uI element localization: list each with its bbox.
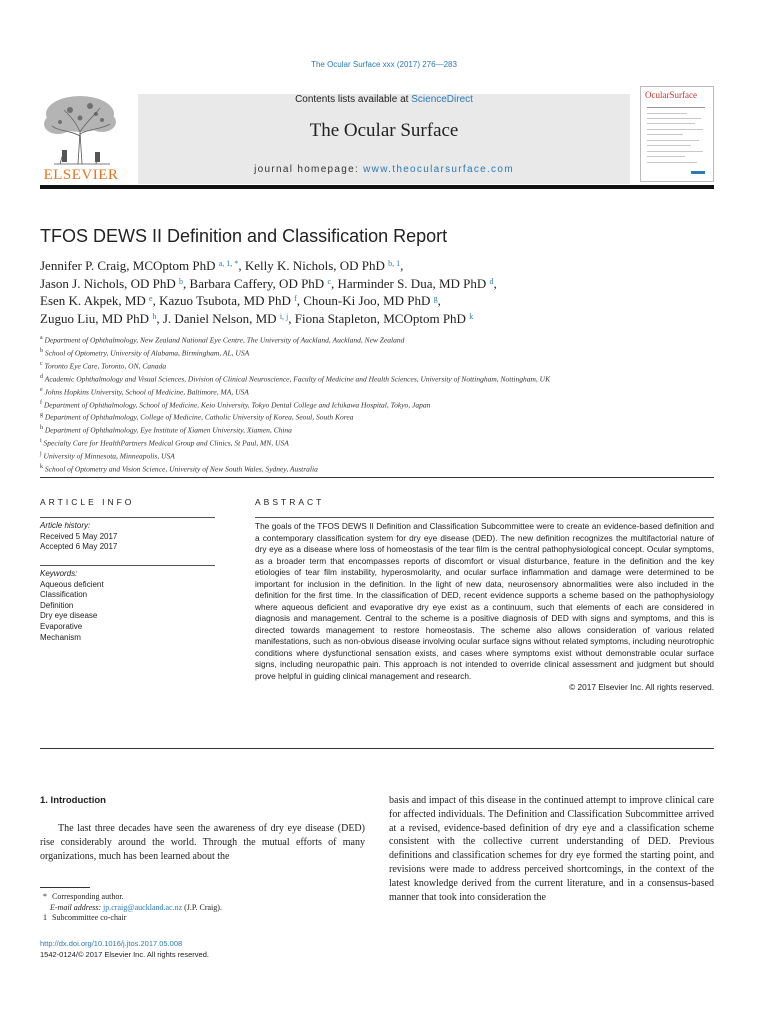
author-list — [40, 257, 720, 327]
affiliation-key: f — [40, 399, 42, 406]
affiliation-key: k — [40, 464, 43, 471]
footnote-divider — [40, 887, 90, 888]
cover-text-line — [647, 140, 699, 141]
author-separator: , — [493, 275, 497, 291]
journal-cover-thumbnail[interactable] — [640, 86, 714, 182]
sciencedirect-link[interactable]: ScienceDirect — [411, 94, 473, 105]
affiliation-item — [40, 410, 720, 423]
author-separator: , — [156, 310, 163, 326]
keyword: Aqueous deficient — [40, 579, 104, 589]
keyword: Dry eye disease — [40, 611, 98, 621]
author-affiliation-marker[interactable]: f — [294, 294, 297, 303]
author-affiliation-marker[interactable]: d — [489, 276, 494, 286]
body-paragraph: basis and impact of this disease in the continued attempt to improve clinical care for affected individuals. The Definition and Classification Subcommittee arrived at a revised, evidence-based definition of dry eye and a classification scheme consistent with the collective current understanding of DED. Previous definitions and classification schemes for dry eye formed the starting point, and revisions were made to address perceived shortcomings, in the context of the latest knowledge derived from the current literature, and in a consensus-based manner that took into consideration the — [389, 795, 714, 903]
affiliation-item — [40, 385, 720, 398]
author-name[interactable]: Jason J. Nichols, OD PhD — [40, 275, 176, 291]
abstract-divider — [255, 517, 714, 518]
author-separator: , — [400, 258, 404, 273]
keyword: Evaporative — [40, 621, 83, 631]
affiliation-item — [40, 398, 720, 411]
author-name[interactable]: Zuguo Liu, MD PhD — [40, 310, 150, 326]
author-name[interactable]: J. Daniel Nelson, MD — [162, 310, 277, 326]
cover-text-line — [647, 123, 695, 124]
affiliation-key: i — [40, 438, 42, 445]
cochair-note: Subcommittee co-chair — [52, 913, 127, 922]
corresponding-author-note: Corresponding author. — [52, 892, 124, 901]
affiliation-text: Department of Ophthalmology, New Zealand National Eye Centre, The University of Auckland, Auckland, New Zealand — [44, 335, 405, 345]
email-suffix: (J.P. Craig). — [182, 902, 222, 912]
cover-text-line — [647, 156, 685, 157]
author-affiliation-marker[interactable]: e — [149, 294, 153, 303]
doi-block — [40, 939, 209, 960]
cover-text-line — [647, 107, 705, 108]
abstract-body — [255, 521, 714, 694]
doi-link[interactable]: http://dx.doi.org/10.1016/j.jtos.2017.05.008 — [40, 939, 183, 948]
author-name[interactable]: Choun-Ki Joo, MD PhD — [303, 293, 431, 308]
article-title: TFOS DEWS II Definition and Classification Report — [40, 226, 448, 246]
info-divider — [40, 517, 215, 518]
received-date: Received 5 May 2017 — [40, 531, 118, 541]
footnote-corresponding — [40, 892, 360, 903]
journal-homepage-line — [138, 164, 630, 175]
affiliation-text: Toronto Eye Care, Toronto, ON, Canada — [44, 361, 167, 371]
journal-title: The Ocular Surface — [309, 120, 459, 141]
cover-text-line — [647, 162, 697, 163]
footnote-cochair — [40, 913, 360, 924]
author-separator: , — [152, 293, 160, 308]
affiliation-item — [40, 462, 720, 475]
abstract-paragraph: The goals of the TFOS DEWS II Definition and Classification Subcommittee were to create an evidence-based definition and a contemporary classification system for dry eye disease (DED). The new definition recognizes the multifactorial nature of dry eye as a disease where loss of homeostasis of the tear film is the central pathophysiological concept. Ocular symptoms, as a broader term that encompasses reports of discomfort or visual disturbance, feature in the definition and the key etiologies of tear film instability, hyperosmolarity, and ocular surface inflammation and damage were determined to be important for inclusion in the definition. In the light of new data, neurosensory abnormalities were also included in the definition for the first time. In the classification of DED, recent evidence supports a scheme based on the pathophysiology where aqueous deficient and evaporative dry eye exist as a continuum, such that elements of each are considered in diagnosis and management. Central to the scheme is a positive diagnosis of DED with signs and symptoms, and this is directed towards management to restore homeostasis. The scheme also allows consideration of various related manifestations, such as non-obvious disease involving ocular surface signs without related symptoms, including neurotrophic conditions where dysfunctional sensation exists, and cases where symptoms exist without demonstrable ocular surface signs, including neuropathic pain. This approach is not intended to override clinical assessment and judgment but should prove helpful in guiding clinical management and research. — [255, 521, 714, 681]
header-divider — [40, 185, 714, 189]
body-paragraph: The last three decades have seen the awareness of dry eye disease (DED) rise considerably around the world. Through the mutual efforts of many organizations, much has been learned about the — [40, 823, 365, 862]
author-name[interactable]: Fiona Stapleton, MCOptom PhD — [294, 310, 466, 326]
section-divider — [40, 748, 714, 749]
author-affiliation-marker[interactable]: b, 1 — [388, 259, 401, 268]
history-label: Article history: — [40, 521, 91, 530]
affiliation-item — [40, 449, 720, 462]
author-separator: , — [331, 275, 338, 291]
info-divider — [40, 565, 215, 566]
contents-available-line — [138, 94, 630, 105]
keyword: Classification — [40, 590, 88, 600]
contents-prefix: Contents lists available at — [295, 94, 412, 105]
author-name[interactable]: Kelly K. Nichols, OD PhD — [244, 258, 385, 273]
affiliation-key: e — [40, 386, 43, 393]
cover-text-line — [647, 151, 703, 152]
author-separator: , — [238, 258, 245, 273]
publisher-name: ELSEVIER — [43, 167, 119, 183]
article-history — [40, 521, 117, 553]
author-separator: , — [296, 293, 304, 308]
cover-text-line — [647, 129, 703, 130]
cover-text-line — [647, 118, 701, 119]
affiliation-item — [40, 346, 720, 359]
affiliation-key: c — [40, 360, 43, 367]
affiliation-text: University of Minnesota, Minneapolis, USA — [43, 451, 175, 461]
affiliation-item — [40, 333, 720, 346]
affiliation-text: Department of Ophthalmology, Eye Institute of Xiamen University, Xiamen, China — [44, 425, 292, 435]
affiliation-key: h — [40, 425, 43, 432]
cover-text-line — [647, 145, 691, 146]
affiliation-key: a — [40, 335, 43, 341]
author-name[interactable]: Kazuo Tsubota, MD PhD — [159, 293, 291, 308]
homepage-prefix: journal homepage: — [254, 164, 364, 175]
email-link[interactable]: jp.craig@auckland.ac.nz — [103, 902, 183, 912]
affiliation-text: Department of Ophthalmology, School of Medicine, Keio University, Tokyo Dental College and Ichikawa Hospital, Tokyo, Japan — [43, 400, 431, 410]
affiliation-text: Johns Hopkins University, School of Medicine, Baltimore, MA, USA — [44, 387, 249, 397]
journal-banner — [138, 94, 630, 184]
affiliation-item — [40, 372, 720, 385]
author-affiliation-marker[interactable]: c — [327, 276, 332, 286]
affiliation-key: j — [40, 451, 42, 458]
email-label: E-mail address: — [50, 902, 104, 912]
keyword: Mechanism — [40, 632, 81, 642]
keywords-label: Keywords: — [40, 569, 78, 578]
article-info-heading: ARTICLE INFO — [40, 497, 135, 507]
author-name[interactable]: Barbara Caffery, OD PhD — [189, 275, 325, 291]
accepted-date: Accepted 6 May 2017 — [40, 542, 118, 552]
footnote-mark: 1 — [43, 913, 47, 922]
affiliation-text: Department of Ophthalmology, College of Medicine, Catholic University of Korea, Seoul, South Korea — [44, 412, 354, 422]
author-affiliation-marker[interactable]: k — [469, 311, 474, 321]
cover-text-line — [647, 134, 683, 135]
author-affiliation-marker[interactable]: h — [152, 311, 157, 321]
author-separator: , — [288, 310, 295, 326]
author-separator: , — [437, 293, 441, 308]
author-affiliation-marker[interactable]: g — [433, 294, 438, 303]
section-divider — [40, 477, 714, 478]
affiliation-item — [40, 436, 720, 449]
author-name[interactable]: Jennifer P. Craig, MCOptom PhD — [40, 258, 216, 273]
author-name[interactable]: Esen K. Akpek, MD — [40, 293, 146, 308]
affiliation-key: b — [40, 347, 43, 354]
tree-logo-icon — [40, 92, 122, 166]
section-heading: 1. Introduction — [40, 795, 106, 806]
affiliation-text: School of Optometry, University of Alabama, Birmingham, AL, USA — [44, 348, 250, 358]
affiliation-text: Specialty Care for HealthPartners Medical Group and Clinics, St Paul, MN, USA — [43, 438, 289, 448]
abstract-heading: ABSTRACT — [255, 497, 325, 507]
author-affiliation-marker[interactable]: a, 1, * — [218, 259, 239, 268]
journal-homepage-link[interactable]: www.theocularsurface.com — [363, 164, 514, 175]
elsevier-logo[interactable] — [40, 92, 122, 184]
footnote-mark: * — [43, 892, 47, 901]
affiliation-key: g — [40, 412, 43, 419]
footnotes — [40, 892, 360, 924]
cover-logo-mark — [691, 171, 705, 174]
affiliation-item — [40, 359, 720, 372]
footnote-email — [40, 903, 360, 914]
copyright-notice: © 2017 Elsevier Inc. All rights reserved. — [569, 682, 714, 692]
affiliation-text: School of Optometry and Vision Science, University of New South Wales, Sydney, Australia — [44, 464, 318, 474]
author-affiliation-marker[interactable]: b — [179, 276, 184, 286]
affiliation-key: d — [40, 373, 43, 380]
issn-line: 1542-0124/© 2017 Elsevier Inc. All rights reserved. — [40, 949, 209, 959]
journal-citation[interactable]: The Ocular Surface xxx (2017) 276—283 — [311, 60, 457, 69]
affiliation-text: Academic Ophthalmology and Visual Sciences, Division of Clinical Neuroscience, Faculty of Medicine and Health Sciences, University of Nottingham, Nottingham, UK — [44, 374, 551, 384]
author-separator: , — [183, 275, 190, 291]
author-name[interactable]: Harminder S. Dua, MD PhD — [337, 275, 487, 291]
keyword: Definition — [40, 600, 74, 610]
keywords-block — [40, 569, 104, 643]
affiliation-item — [40, 423, 720, 436]
cover-title: OcularSurface — [645, 90, 697, 100]
author-affiliation-marker[interactable]: i, j — [279, 311, 289, 321]
cover-text-line — [647, 113, 687, 114]
affiliation-list — [40, 333, 720, 475]
